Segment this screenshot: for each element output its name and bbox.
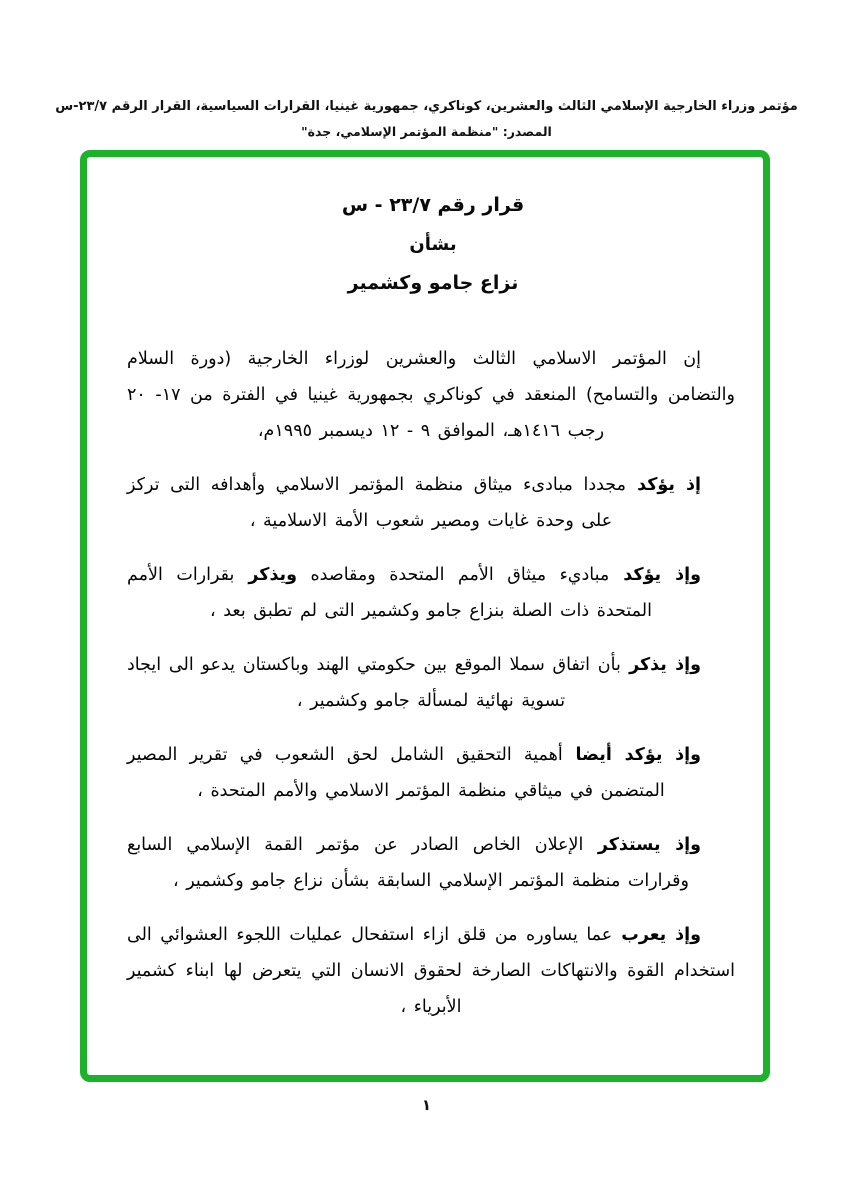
green-highlight-frame bbox=[80, 150, 770, 1082]
paragraphs bbox=[127, 341, 739, 1025]
paragraph-lead: وإذ يستذكر bbox=[583, 835, 701, 855]
paragraph bbox=[127, 467, 735, 539]
paragraph-lead: وإذ يؤكد bbox=[609, 565, 701, 585]
paragraph-text: مباديء ميثاق الأمم المتحدة ومقاصده bbox=[297, 565, 610, 585]
resolution-title bbox=[127, 185, 739, 301]
source-header bbox=[0, 94, 853, 144]
resolution-subject: نزاع جامو وكشمير bbox=[347, 272, 519, 294]
paragraph-text: عما يساوره من قلق ازاء استفحال عمليات اللجوء العشوائي الى استخدام القوة والانتهاكات الصارخة لحقوق الانسان التي يتعرض لها ابناء كشمير الأبرياء ، bbox=[127, 925, 735, 1017]
resolution-number: قرار رقم ٢٣/٧ - س bbox=[341, 194, 525, 216]
paragraph bbox=[127, 827, 735, 899]
paragraph-lead: وإذ يعرب bbox=[612, 925, 702, 945]
paragraph bbox=[127, 647, 735, 719]
page-number: ١ bbox=[421, 1096, 432, 1114]
paragraph-text: مجددا مبادىء ميثاق منظمة المؤتمر الاسلامي وأهدافه التى تركز على وحدة غايات ومصير شعوب الأمة الاسلامية ، bbox=[127, 475, 626, 531]
paragraph-text: الإعلان الخاص الصادر عن مؤتمر القمة الإسلامي السابع وقرارات منظمة المؤتمر الإسلامي السابقة بشأن نزاع جامو وكشمير ، bbox=[127, 835, 689, 891]
paragraph-lead: وإذ يذكر bbox=[620, 655, 701, 675]
paragraph-text: بقرارات الأمم المتحدة ذات الصلة بنزاع جامو وكشمير التى لم تطبق بعد ، bbox=[127, 565, 652, 621]
paragraph-lead: وإذ يؤكد أيضا bbox=[562, 745, 701, 765]
paragraph bbox=[127, 557, 735, 629]
paragraph bbox=[127, 341, 735, 449]
resolution-subject-label: بشأن bbox=[409, 234, 457, 255]
paragraph bbox=[127, 917, 735, 1025]
document-body bbox=[87, 157, 763, 1025]
paragraph bbox=[127, 737, 735, 809]
paragraph-text: إن المؤتمر الاسلامي الثالث والعشرين لوزراء الخارجية (دورة السلام والتضامن والتسامح) المنعقد في كوناكري بجمهورية غينيا في الفترة من ١٧- ٢٠ رجب ١٤١٦هـ، الموافق ٩ - ١٢ ديسمبر ١٩٩٥م، bbox=[127, 349, 735, 441]
paragraph-text: أهمية التحقيق الشامل لحق الشعوب في تقرير المصير المتضمن في ميثاقي منظمة المؤتمر الاسلامي والأمم المتحدة ، bbox=[127, 745, 665, 801]
source-header-line2: المصدر: "منظمة المؤتمر الإسلامي، جدة" bbox=[301, 124, 552, 139]
paragraph-lead: إذ يؤكد bbox=[625, 475, 701, 495]
source-header-line1: مؤتمر وزراء الخارجية الإسلامي الثالث والعشرين، كوناكري، جمهورية غينيا، القرارات السياسية، القرار الرقم ٢٣/٧-س bbox=[55, 99, 798, 114]
paragraph-lead: ويذكر bbox=[234, 565, 298, 585]
paragraph-text: بأن اتفاق سملا الموقع بين حكومتي الهند وباكستان يدعو الى ايجاد تسوية نهائية لمسألة جامو وكشمير ، bbox=[127, 655, 621, 711]
